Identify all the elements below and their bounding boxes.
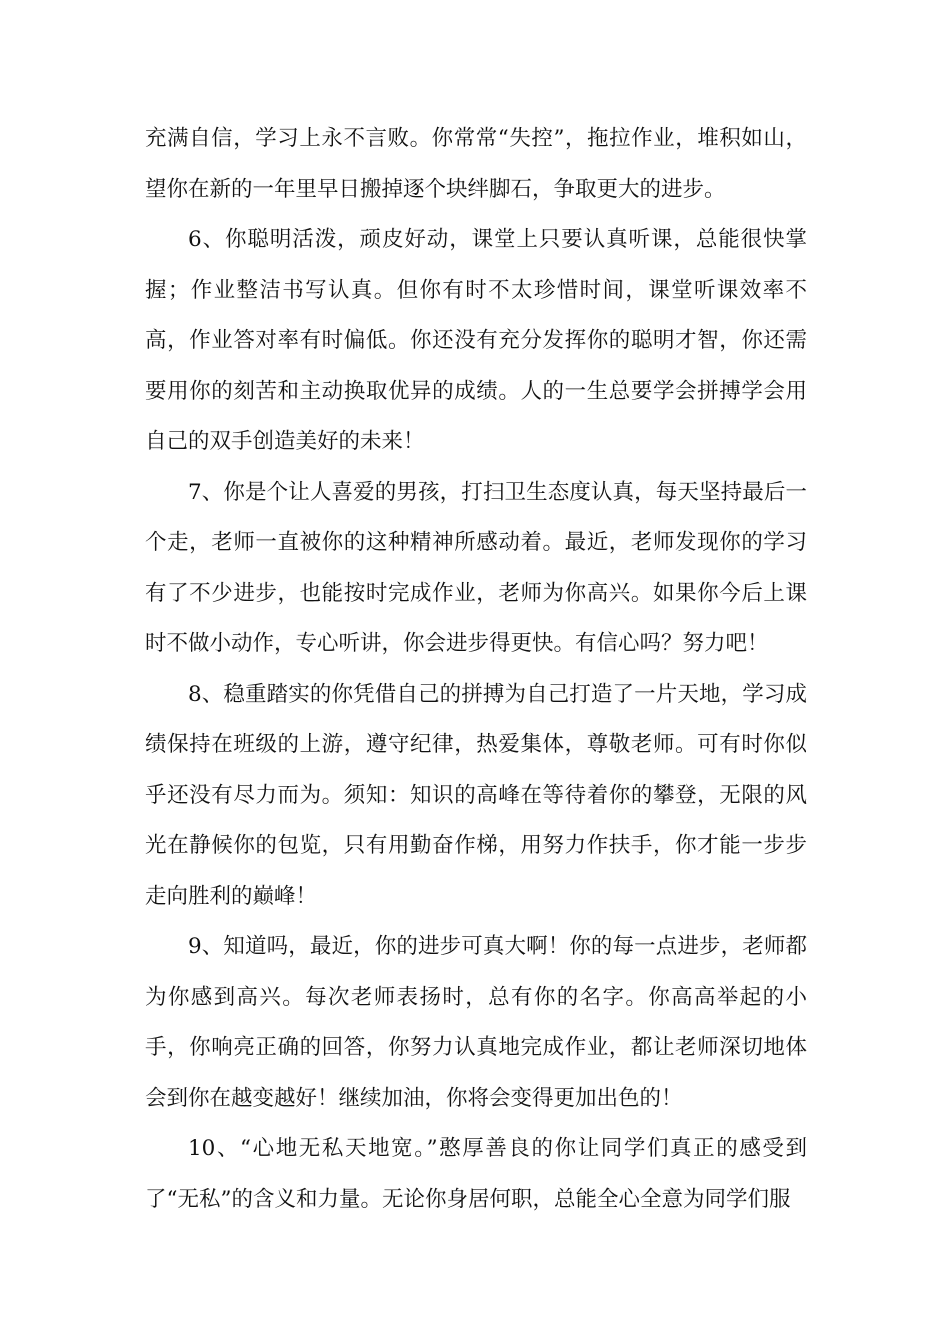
paragraph-comment-9: 9、知道吗，最近，你的进步可真大啊！你的每一点进步，老师都为你感到高兴。每次老师表扬时，总有你的名字。你高高举起的小手，你响亮正确的回答，你努力认真地完成作业，都让老师深切地体会到你在越变越好！继续加油，你将会变得更加出色的！ (145, 934, 807, 1111)
document-page (145, 114, 807, 1225)
paragraph-comment-10: 10、“心地无私天地宽。”憨厚善良的你让同学们真正的感受到了“无私”的含义和力量。无论你身居何职，总能全心全意为同学们服 (145, 1136, 807, 1212)
paragraph-comment-7: 7、你是个让人喜爱的男孩，打扫卫生态度认真，每天坚持最后一个走，老师一直被你的这种精神所感动着。最近，老师发现你的学习有了不少进步，也能按时完成作业，老师为你高兴。如果你今后上课时不做小动作，专心听讲，你会进步得更快。有信心吗？努力吧！ (145, 479, 807, 656)
paragraph-comment-6: 6、你聪明活泼，顽皮好动，课堂上只要认真听课，总能很快掌握；作业整洁书写认真。但你有时不太珍惜时间，课堂听课效率不高，作业答对率有时偏低。你还没有充分发挥你的聪明才智，你还需要用你的刻苦和主动换取优异的成绩。人的一生总要学会拼搏学会用自己的双手创造美好的未来！ (145, 227, 807, 454)
paragraph-continued: 充满自信，学习上永不言败。你常常“失控”，拖拉作业，堆积如山，望你在新的一年里早日搬掉逐个块绊脚石，争取更大的进步。 (145, 126, 807, 202)
paragraph-comment-8: 8、稳重踏实的你凭借自己的拼搏为自己打造了一片天地，学习成绩保持在班级的上游，遵守纪律，热爱集体，尊敬老师。可有时你似乎还没有尽力而为。须知：知识的高峰在等待着你的攀登，无限的风光在静候你的包览，只有用勤奋作梯，用努力作扶手，你才能一步步走向胜利的巅峰！ (145, 681, 807, 909)
